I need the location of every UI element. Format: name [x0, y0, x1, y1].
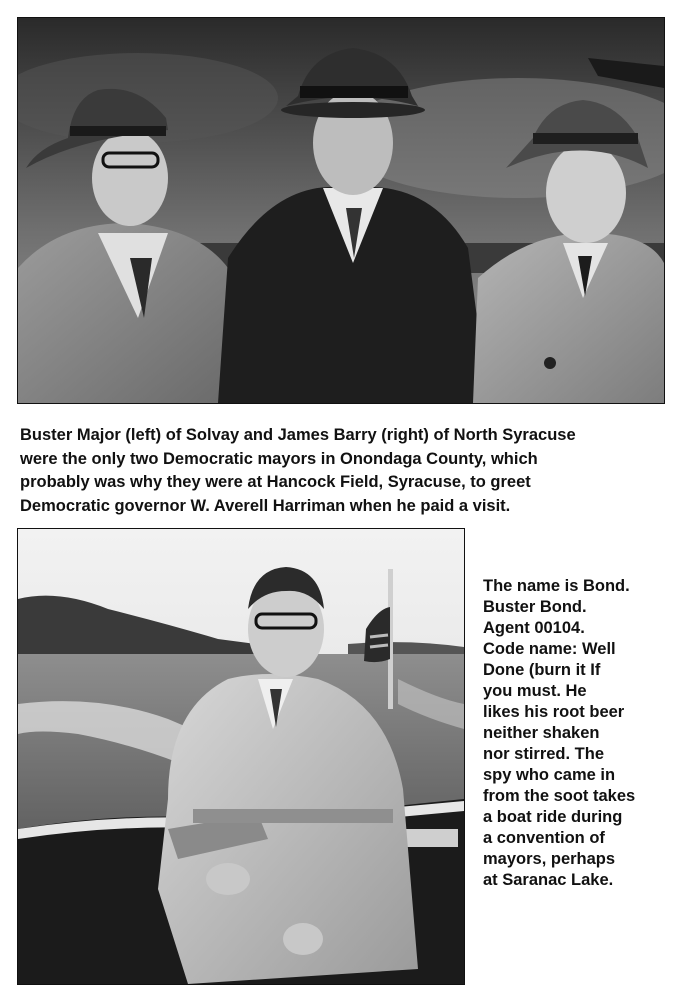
caption-line: nor stirred. The [483, 745, 605, 763]
caption-line: you must. He [483, 682, 587, 700]
bottom-photo-caption [483, 576, 661, 891]
caption-line: from the soot takes [483, 787, 636, 805]
caption-line: mayors, perhaps [483, 850, 616, 868]
caption-line: The name is Bond. [483, 577, 630, 595]
caption-line: at Saranac Lake. [483, 871, 614, 889]
caption-line: likes his root beer [483, 703, 625, 721]
caption-line: neither shaken [483, 724, 600, 742]
caption-line: Agent 00104. [483, 619, 585, 637]
photo-three-men-image [18, 18, 664, 403]
photo-man-on-boat [17, 528, 465, 985]
caption-line: Code name: Well [483, 640, 616, 658]
caption-line: were the only two Democratic mayors in Onondaga County, which [20, 449, 538, 468]
caption-line: Democratic governor W. Averell Harriman when he paid a visit. [20, 496, 511, 515]
caption-line: a boat ride during [483, 808, 623, 826]
caption-line: probably was why they were at Hancock Field, Syracuse, to greet [20, 473, 531, 491]
caption-line: spy who came in [483, 766, 616, 784]
caption-line: a convention of [483, 829, 605, 847]
top-photo-caption [20, 424, 665, 518]
photo-three-men-hats [17, 17, 665, 404]
photo-boat-ride-image [18, 529, 464, 984]
caption-line: Buster Major (left) of Solvay and James Barry (right) of North Syracuse [20, 426, 576, 444]
caption-line: Buster Bond. [483, 598, 587, 616]
caption-line: Done (burn it If [483, 661, 601, 679]
